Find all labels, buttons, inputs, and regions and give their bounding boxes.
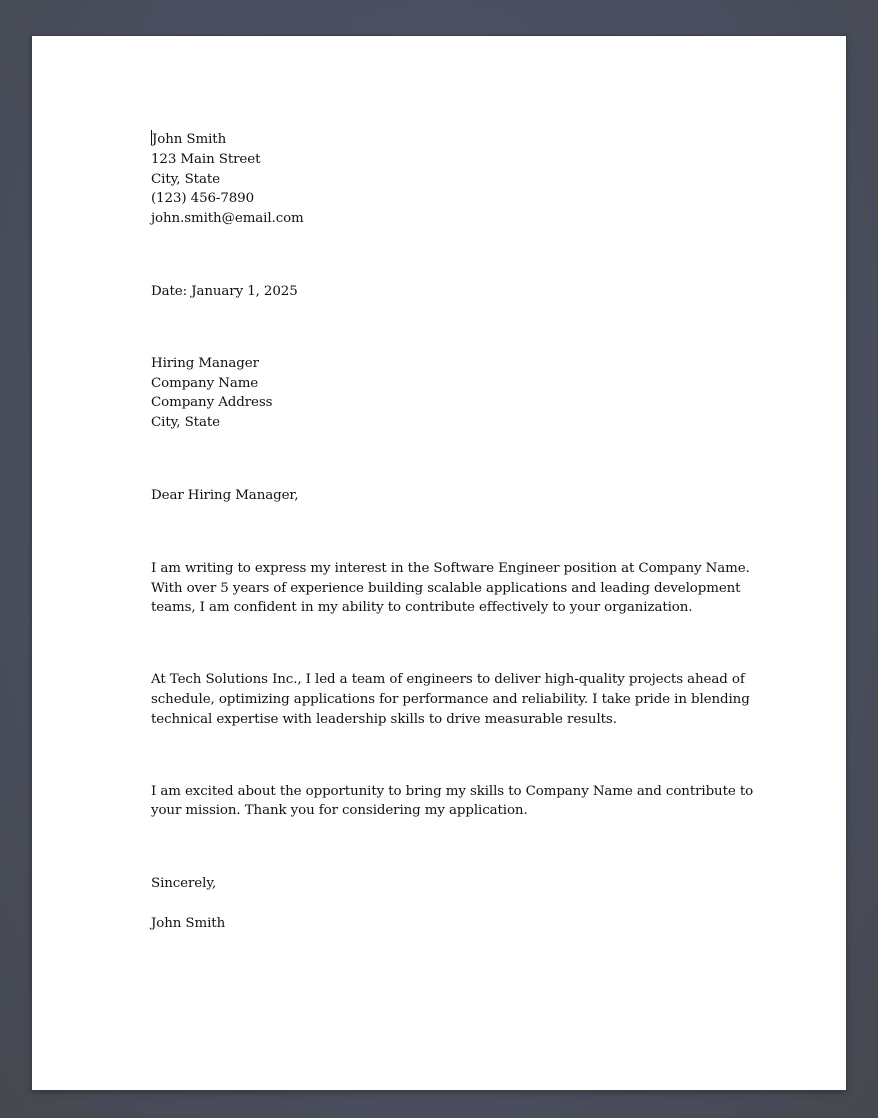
document-page[interactable] [32,36,846,1090]
paragraph-line: technical expertise with leadership skills to drive measurable results. [151,711,617,727]
sender-name: John Smith [152,132,227,147]
paragraph-line: I am excited about the opportunity to bring my skills to Company Name and contribute to [151,783,754,799]
paragraph-line: schedule, optimizing applications for performance and reliability. I take pride in blending [151,691,750,707]
recipient-block [151,354,731,433]
paragraph-3 [151,782,754,822]
salutation: Dear Hiring Manager, [151,487,299,503]
signature-name: John Smith [151,915,226,931]
sender-email: john.smith@email.com [151,211,304,227]
closing: Sincerely, [151,876,217,892]
sender-city-state: City, State [151,171,220,187]
recipient-city-state: City, State [151,415,220,431]
letter-body[interactable] [151,130,754,934]
sender-block [151,130,731,229]
paragraph-2 [151,670,750,729]
sender-name-line[interactable] [151,130,731,150]
recipient-title: Hiring Manager [151,355,259,371]
paragraph-1 [151,559,750,618]
sender-phone: (123) 456-7890 [151,191,255,207]
paragraph-line: At Tech Solutions Inc., I led a team of engineers to deliver high-quality projects ahead of [151,672,745,688]
sender-street: 123 Main Street [151,151,261,167]
recipient-company: Company Name [151,375,259,391]
paragraph-line: teams, I am confident in my ability to contribute effectively to your organization. [151,600,693,616]
paragraph-line: your mission. Thank you for considering my application. [151,803,528,819]
letter-date: Date: January 1, 2025 [151,283,298,299]
recipient-address: Company Address [151,395,273,411]
paragraph-line: With over 5 years of experience building scalable applications and leading development [151,580,741,596]
paragraph-line: I am writing to express my interest in the Software Engineer position at Company Name. [151,560,750,576]
